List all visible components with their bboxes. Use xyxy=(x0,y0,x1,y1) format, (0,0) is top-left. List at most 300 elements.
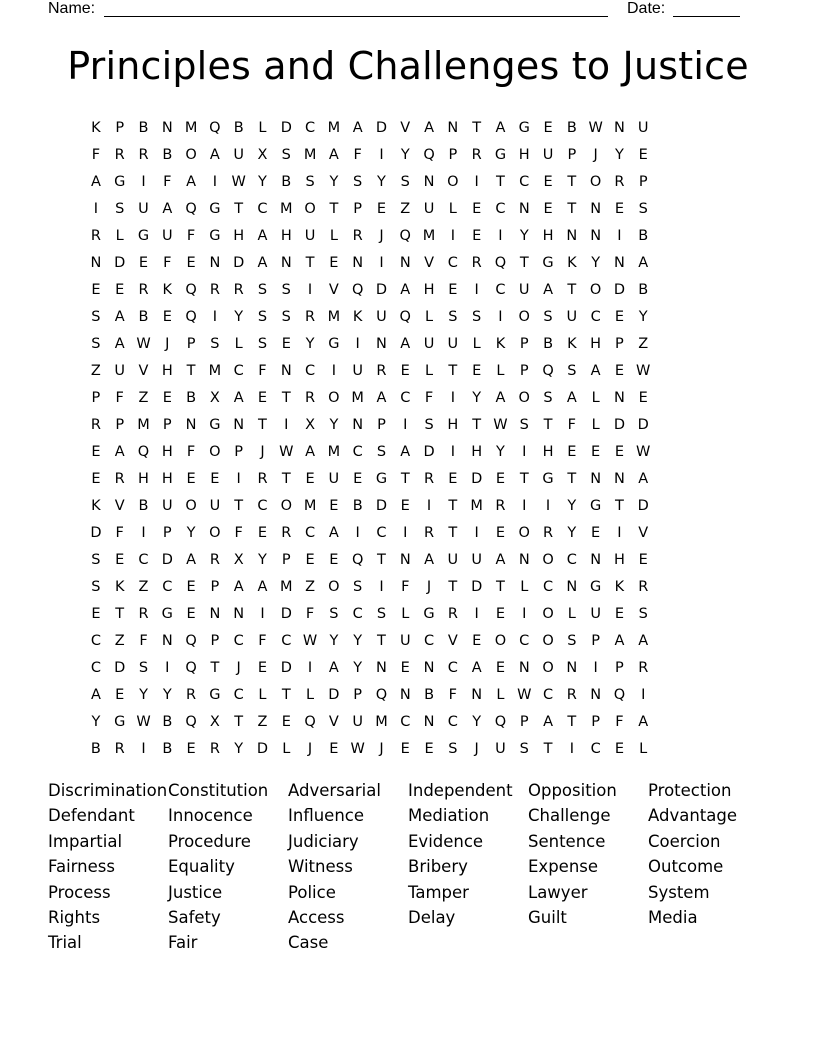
grid-letter: R xyxy=(471,146,482,163)
grid-letter: I xyxy=(593,659,598,676)
grid-letter: B xyxy=(424,686,435,703)
grid-letter: C xyxy=(281,632,292,649)
word-list-item: Evidence xyxy=(408,831,484,851)
grid-letter: U xyxy=(304,227,316,244)
grid-letter: L xyxy=(591,416,600,433)
grid-letter: A xyxy=(257,578,268,595)
grid-letter: H xyxy=(542,443,554,460)
grid-letter: M xyxy=(327,443,341,460)
grid-letter: N xyxy=(566,227,578,244)
grid-letter: I xyxy=(141,524,146,541)
grid-letter: H xyxy=(471,443,483,460)
grid-letter: L xyxy=(282,740,291,757)
grid-row xyxy=(84,519,738,546)
grid-letter: O xyxy=(542,659,554,676)
grid-letter: G xyxy=(423,605,435,622)
grid-letter: X xyxy=(209,389,220,406)
grid-letter: P xyxy=(567,146,577,163)
grid-letter: D xyxy=(423,443,435,460)
grid-letter: S xyxy=(91,551,101,568)
grid-letter: A xyxy=(638,254,649,271)
grid-letter: C xyxy=(590,740,601,757)
grid-letter: U xyxy=(161,227,173,244)
grid-letter: Q xyxy=(375,686,388,703)
grid-letter: E xyxy=(115,686,125,703)
grid-row xyxy=(84,735,738,762)
word-list-item: Independent xyxy=(408,781,513,800)
grid-letter: A xyxy=(471,659,482,676)
grid-letter: R xyxy=(352,227,363,244)
grid-letter: M xyxy=(351,389,364,406)
grid-letter: Y xyxy=(329,173,339,190)
grid-letter: I xyxy=(450,389,455,406)
grid-letter: D xyxy=(613,416,626,433)
grid-letter: N xyxy=(518,200,530,217)
grid-letter: J xyxy=(165,335,170,352)
grid-letter: A xyxy=(638,713,649,730)
grid-letter: S xyxy=(543,308,553,325)
grid-letter: N xyxy=(518,551,530,568)
grid-letter: O xyxy=(328,389,340,406)
grid-letter: P xyxy=(519,362,529,379)
grid-letter: K xyxy=(614,578,625,595)
grid-letter: L xyxy=(115,227,124,244)
grid-letter: B xyxy=(90,740,101,757)
grid-letter: C xyxy=(519,173,530,190)
word-list-item: Guilt xyxy=(528,907,567,927)
grid-letter: E xyxy=(329,254,339,271)
grid-letter: U xyxy=(399,632,411,649)
grid-letter: T xyxy=(281,389,291,406)
grid-letter: I xyxy=(474,173,479,190)
grid-letter: C xyxy=(519,632,530,649)
grid-letter: I xyxy=(522,605,527,622)
word-list-item: Opposition xyxy=(528,781,617,800)
grid-letter: N xyxy=(423,713,435,730)
grid-row xyxy=(84,276,738,303)
grid-letter: E xyxy=(186,254,196,271)
grid-letter: P xyxy=(234,443,244,460)
grid-letter: V xyxy=(114,497,125,514)
grid-letter: U xyxy=(423,335,435,352)
grid-letter: U xyxy=(423,200,435,217)
grid-letter: I xyxy=(474,524,479,541)
grid-letter: Y xyxy=(91,713,101,730)
grid-row xyxy=(84,249,738,276)
grid-letter: Q xyxy=(304,713,316,730)
grid-letter: Q xyxy=(613,686,626,703)
grid-row xyxy=(84,330,738,357)
grid-letter: A xyxy=(352,119,363,136)
word-list-item: Fair xyxy=(168,933,198,953)
grid-letter: P xyxy=(353,686,363,703)
grid-letter: N xyxy=(399,686,411,703)
grid-letter: F xyxy=(139,632,148,649)
grid-letter: C xyxy=(566,551,577,568)
word-list-item: Tamper xyxy=(408,882,469,902)
grid-letter: O xyxy=(518,308,530,325)
word-list-item: Advantage xyxy=(648,806,738,826)
grid-letter: V xyxy=(447,632,458,649)
grid-letter: A xyxy=(400,281,411,298)
date-input-line[interactable] xyxy=(673,16,740,17)
word-list-item: Fairness xyxy=(48,857,115,877)
grid-letter: W xyxy=(588,119,603,136)
grid-letter: I xyxy=(212,173,218,190)
grid-letter: N xyxy=(90,254,102,271)
grid-letter: N xyxy=(423,173,435,190)
grid-letter: R xyxy=(209,740,220,757)
grid-letter: M xyxy=(303,146,317,163)
grid-letter: I xyxy=(307,659,313,676)
grid-letter: N xyxy=(614,119,625,136)
grid-letter: C xyxy=(400,713,411,730)
grid-letter: Z xyxy=(257,713,268,730)
word-list-item: Judiciary xyxy=(288,831,359,851)
grid-letter: R xyxy=(376,362,387,379)
grid-letter: A xyxy=(400,443,411,460)
grid-letter: S xyxy=(353,578,363,595)
grid-letter: H xyxy=(233,227,245,244)
grid-letter: N xyxy=(280,362,292,379)
grid-letter: O xyxy=(589,173,602,190)
grid-letter: A xyxy=(186,551,197,568)
grid-letter: V xyxy=(328,713,339,730)
grid-letter: I xyxy=(212,308,218,325)
grid-letter: A xyxy=(162,200,173,217)
grid-letter: S xyxy=(472,308,482,325)
grid-letter: Q xyxy=(351,281,364,298)
grid-letter: C xyxy=(90,632,101,649)
grid-row xyxy=(84,222,738,249)
grid-letter: T xyxy=(234,200,244,217)
grid-letter: M xyxy=(137,416,150,433)
grid-letter: H xyxy=(280,227,292,244)
grid-letter: N xyxy=(399,551,411,568)
grid-letter: M xyxy=(375,713,388,730)
word-list-item: Expense xyxy=(528,857,599,877)
grid-letter: W xyxy=(517,686,532,703)
grid-row xyxy=(84,627,738,654)
grid-letter: O xyxy=(209,524,221,541)
grid-letter: D xyxy=(328,686,340,703)
grid-letter: A xyxy=(566,389,577,406)
grid-letter: Y xyxy=(258,551,267,568)
grid-letter: I xyxy=(617,524,622,541)
grid-letter: E xyxy=(305,551,315,568)
grid-letter: Q xyxy=(542,362,554,379)
grid-letter: O xyxy=(494,632,507,649)
grid-letter: S xyxy=(281,308,291,325)
grid-letter: R xyxy=(114,470,125,487)
grid-letter: F xyxy=(567,416,576,433)
grid-letter: B xyxy=(281,173,292,190)
grid-letter: L xyxy=(472,335,481,352)
grid-letter: R xyxy=(114,146,125,163)
grid-row xyxy=(84,600,738,627)
grid-letter: P xyxy=(615,335,624,352)
grid-letter: C xyxy=(257,497,268,514)
grid-row xyxy=(84,384,738,411)
grid-letter: N xyxy=(209,605,221,622)
grid-letter: T xyxy=(519,254,529,271)
grid-letter: T xyxy=(377,551,386,568)
grid-letter: P xyxy=(210,578,220,595)
grid-letter: N xyxy=(233,605,245,622)
grid-letter: E xyxy=(424,740,434,757)
grid-letter: T xyxy=(472,416,482,433)
grid-letter: S xyxy=(376,605,387,622)
grid-letter: E xyxy=(448,281,458,298)
grid-letter: N xyxy=(376,335,387,352)
grid-row xyxy=(84,114,738,141)
grid-letter: U xyxy=(566,308,578,325)
grid-letter: N xyxy=(352,254,364,271)
word-list-item: Safety xyxy=(168,907,221,927)
grid-letter: A xyxy=(543,281,553,298)
word-list-item: Equality xyxy=(168,857,235,877)
grid-letter: C xyxy=(233,362,244,379)
grid-letter: E xyxy=(186,470,196,487)
grid-letter: E xyxy=(614,200,625,217)
grid-letter: H xyxy=(447,416,459,433)
grid-letter: I xyxy=(165,659,170,676)
grid-letter: A xyxy=(328,659,339,676)
grid-letter: S xyxy=(424,416,434,433)
grid-letter: G xyxy=(590,578,602,595)
grid-letter: A xyxy=(305,443,316,460)
word-list-item: Mediation xyxy=(408,806,490,826)
grid-letter: M xyxy=(184,119,198,136)
grid-letter: I xyxy=(260,605,265,622)
grid-letter: C xyxy=(447,659,458,676)
word-list-item: Coercion xyxy=(648,831,721,851)
grid-letter: P xyxy=(638,173,648,190)
grid-letter: F xyxy=(615,713,624,730)
grid-letter: K xyxy=(91,497,101,514)
grid-letter: F xyxy=(91,146,101,163)
grid-letter: X xyxy=(257,146,268,163)
grid-letter: U xyxy=(518,281,530,298)
grid-letter: F xyxy=(258,362,267,379)
grid-letter: E xyxy=(591,443,601,460)
grid-letter: S xyxy=(257,335,268,352)
grid-letter: T xyxy=(234,713,244,730)
grid-letter: E xyxy=(543,119,553,136)
grid-letter: I xyxy=(617,227,622,244)
grid-letter: R xyxy=(424,470,435,487)
grid-letter: C xyxy=(352,605,363,622)
grid-letter: S xyxy=(257,308,268,325)
grid-letter: C xyxy=(233,632,244,649)
grid-letter: B xyxy=(566,119,577,136)
grid-letter: A xyxy=(638,470,649,487)
grid-letter: G xyxy=(590,497,602,514)
grid-letter: K xyxy=(114,578,125,595)
grid-letter: A xyxy=(400,335,411,352)
grid-letter: E xyxy=(543,200,553,217)
grid-letter: U xyxy=(471,551,482,568)
grid-letter: H xyxy=(138,470,149,487)
grid-letter: E xyxy=(638,551,648,568)
grid-letter: Y xyxy=(139,686,148,703)
grid-letter: R xyxy=(138,605,149,622)
grid-letter: S xyxy=(400,173,410,190)
grid-letter: N xyxy=(471,686,483,703)
grid-letter: H xyxy=(542,227,554,244)
grid-letter: E xyxy=(400,659,410,676)
grid-letter: Q xyxy=(399,308,411,325)
grid-letter: K xyxy=(91,119,101,136)
word-list-item: Media xyxy=(648,907,698,927)
grid-letter: O xyxy=(542,632,554,649)
grid-letter: I xyxy=(474,605,479,622)
grid-letter: H xyxy=(161,443,173,460)
grid-letter: P xyxy=(519,335,529,352)
grid-letter: E xyxy=(115,281,125,298)
grid-letter: C xyxy=(376,524,387,541)
grid-letter: D xyxy=(613,281,626,298)
grid-letter: Z xyxy=(638,335,649,352)
grid-letter: S xyxy=(638,200,648,217)
grid-letter: T xyxy=(496,173,505,190)
grid-letter: P xyxy=(377,416,386,433)
grid-letter: X xyxy=(209,713,220,730)
grid-letter: E xyxy=(257,659,268,676)
grid-letter: P xyxy=(591,713,600,730)
grid-letter: A xyxy=(614,632,625,649)
grid-letter: M xyxy=(280,200,293,217)
grid-letter: J xyxy=(307,740,313,757)
grid-letter: T xyxy=(615,497,624,514)
grid-letter: F xyxy=(305,605,315,622)
grid-row xyxy=(84,573,738,600)
grid-letter: U xyxy=(447,335,459,352)
grid-letter: P xyxy=(591,632,600,649)
word-list-item: System xyxy=(648,882,710,902)
grid-row xyxy=(84,141,738,168)
grid-letter: Q xyxy=(185,200,197,217)
grid-letter: Y xyxy=(591,254,601,271)
grid-letter: D xyxy=(471,470,483,487)
grid-letter: E xyxy=(329,497,339,514)
grid-letter: E xyxy=(138,254,149,271)
word-list-item: Sentence xyxy=(528,831,606,851)
grid-letter: Z xyxy=(114,632,125,649)
grid-letter: U xyxy=(376,308,387,325)
grid-letter: I xyxy=(522,497,527,514)
word-list-item: Constitution xyxy=(168,781,269,800)
grid-letter: Y xyxy=(353,632,363,649)
grid-letter: W xyxy=(493,416,508,433)
grid-letter: O xyxy=(518,524,530,541)
grid-letter: F xyxy=(115,524,124,541)
grid-letter: A xyxy=(495,389,506,406)
grid-letter: F xyxy=(401,578,410,595)
grid-letter: N xyxy=(161,119,173,136)
grid-letter: I xyxy=(545,497,551,514)
grid-letter: Q xyxy=(185,632,197,649)
grid-letter: T xyxy=(543,416,553,433)
grid-letter: F xyxy=(163,173,172,190)
grid-letter: K xyxy=(567,254,577,271)
grid-letter: L xyxy=(520,578,529,595)
grid-letter: F xyxy=(186,443,196,460)
word-list-item: Witness xyxy=(288,857,353,877)
grid-letter: K xyxy=(495,335,506,352)
grid-letter: N xyxy=(590,551,602,568)
grid-letter: V xyxy=(400,119,411,136)
grid-letter: E xyxy=(591,524,601,541)
grid-letter: N xyxy=(376,659,387,676)
grid-letter: Y xyxy=(400,146,410,163)
name-input-line[interactable] xyxy=(104,16,608,17)
grid-letter: P xyxy=(448,146,458,163)
word-list-item: Impartial xyxy=(48,831,123,851)
grid-letter: T xyxy=(567,200,577,217)
grid-letter: P xyxy=(91,389,101,406)
grid-letter: L xyxy=(425,308,434,325)
word-list-item: Bribery xyxy=(408,857,468,877)
word-list-item: Rights xyxy=(48,907,101,927)
grid-letter: I xyxy=(522,443,527,460)
grid-letter: E xyxy=(186,740,196,757)
grid-letter: S xyxy=(329,605,339,622)
grid-letter: R xyxy=(90,416,101,433)
grid-letter: F xyxy=(448,686,458,703)
grid-letter: U xyxy=(637,119,649,136)
grid-letter: Y xyxy=(567,497,577,514)
grid-letter: L xyxy=(496,686,505,703)
grid-letter: W xyxy=(636,443,651,460)
grid-letter: I xyxy=(426,497,432,514)
grid-letter: Q xyxy=(185,281,197,298)
grid-letter: Y xyxy=(472,389,482,406)
grid-letter: T xyxy=(496,578,505,595)
grid-letter: G xyxy=(542,470,554,487)
grid-letter: E xyxy=(472,227,482,244)
grid-letter: B xyxy=(162,146,173,163)
grid-letter: J xyxy=(379,227,384,244)
grid-letter: D xyxy=(637,497,649,514)
grid-row xyxy=(84,357,738,384)
grid-letter: I xyxy=(569,740,574,757)
grid-row xyxy=(84,303,738,330)
grid-row xyxy=(84,195,738,222)
grid-letter: S xyxy=(257,281,268,298)
grid-letter: C xyxy=(305,362,316,379)
grid-letter: X xyxy=(305,416,316,433)
grid-letter: L xyxy=(329,227,338,244)
grid-letter: Y xyxy=(162,686,172,703)
grid-letter: D xyxy=(114,254,126,271)
grid-letter: N xyxy=(423,659,435,676)
grid-letter: S xyxy=(91,335,101,352)
grid-letter: R xyxy=(638,578,649,595)
grid-letter: N xyxy=(280,254,292,271)
grid-letter: R xyxy=(424,524,435,541)
grid-letter: C xyxy=(542,578,554,595)
grid-letter: A xyxy=(495,551,506,568)
grid-letter: T xyxy=(543,740,553,757)
grid-letter: U xyxy=(114,362,125,379)
grid-letter: E xyxy=(257,524,268,541)
grid-letter: E xyxy=(186,578,196,595)
grid-letter: E xyxy=(257,389,268,406)
grid-letter: R xyxy=(209,281,220,298)
grid-letter: E xyxy=(281,713,291,730)
grid-letter: A xyxy=(590,362,601,379)
